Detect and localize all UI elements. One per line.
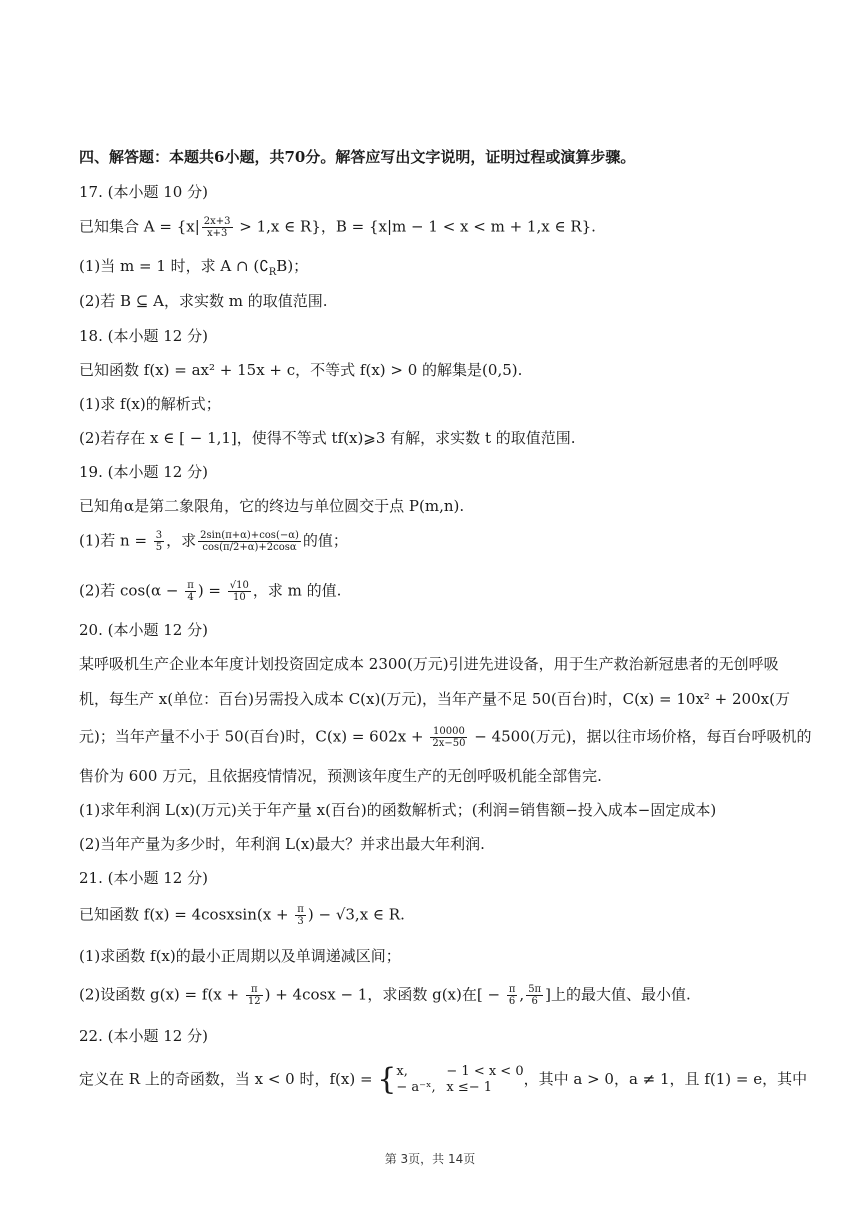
q21-stem (79, 904, 800, 927)
q17-stem (79, 216, 800, 239)
q19-angle-num: π (187, 580, 194, 591)
q19-angle-den: 4 (187, 592, 194, 603)
q19-n-fraction (154, 530, 164, 553)
q22-case1-expr: x, (396, 1064, 408, 1079)
q17-frac-num: 2x+3 (203, 216, 231, 227)
q19-value-den: 10 (232, 592, 246, 603)
page-footer: 第 3页，共 14页 (384, 1152, 476, 1166)
q18-stem: 已知函数 f(x) = ax² + 15x + c，不等式 f(x) > 0 的解集是(0,5). (79, 361, 523, 379)
q20-part1: (1)求年利润 L(x)(万元)关于年产量 x(百台)的函数解析式；(利润=销售额−投入成本−固定成本) (79, 801, 717, 819)
q22-case2 (396, 1080, 523, 1096)
q19-n-den: 5 (155, 542, 163, 553)
q19-part1 (79, 530, 800, 553)
q22-case2-cond: x ≤− 1 (446, 1080, 493, 1095)
q19-part1-post: 的值； (302, 531, 348, 550)
q22-case1 (396, 1064, 523, 1080)
q21-fraction (295, 904, 306, 927)
q22-stem (79, 1062, 808, 1097)
q22-case2-expr: − a⁻ˣ, (396, 1080, 436, 1095)
q19-expr-num: 2sin(π+α)+cos(−α) (200, 530, 299, 541)
q19-part2 (79, 580, 800, 603)
q19-part2-pre: (2)若 cos(α − (79, 581, 184, 600)
q21-upper-num: 5π (528, 984, 542, 995)
q21-frac-den: 3 (297, 916, 304, 927)
q17-part1-post: B)； (276, 257, 309, 275)
q19-part2-post: ，求 m 的值. (252, 581, 342, 600)
q21-lower-den: 6 (508, 996, 516, 1007)
q21-stem-pre: 已知函数 f(x) = 4cosxsin(x + (79, 905, 294, 924)
q19-value-fraction (228, 580, 251, 603)
left-brace-icon: { (377, 1062, 397, 1097)
q20-line2: 机，每生产 x(单位：百台)另需投入成本 C(x)(万元)，当年产量不足 50(百台)时，C(x) = 10x² + 200x(万 (79, 690, 790, 708)
q19-part2-mid: ) = (197, 581, 226, 600)
q22-heading: 22. (本小题 12 分) (79, 1027, 208, 1045)
q21-lower-fraction (507, 984, 518, 1007)
q21-shift-den: 12 (247, 996, 261, 1007)
q17-heading: 17. (本小题 10 分) (79, 183, 208, 201)
q20-heading: 20. (本小题 12 分) (79, 621, 208, 639)
q20-fraction (430, 726, 467, 749)
q20-line1: 某呼吸机生产企业本年度计划投资固定成本 2300(万元)引进先进设备，用于生产救治新冠患者的无创呼吸 (79, 655, 779, 673)
q18-part1: (1)求 f(x)的解析式； (79, 395, 221, 413)
section-title: 四、解答题：本题共6小题，共70分。解答应写出文字说明，证明过程或演算步骤。 (79, 148, 636, 166)
q19-angle-fraction (185, 580, 196, 603)
q19-stem: 已知角α是第二象限角，它的终边与单位圆交于点 P(m,n). (79, 497, 465, 515)
q21-part1: (1)求函数 f(x)的最小正周期以及单调递减区间； (79, 947, 401, 965)
q20-frac-num: 10000 (430, 726, 467, 738)
q19-value-num: √10 (229, 580, 249, 591)
q21-interval-comma: , (519, 985, 525, 1004)
q19-expr-fraction (198, 530, 301, 553)
q19-part1-pre: (1)若 n = (79, 531, 152, 550)
q17-part1 (79, 256, 800, 283)
q17-stem-pre: 已知集合 A = {x| (79, 217, 200, 236)
q19-heading: 19. (本小题 12 分) (79, 463, 208, 481)
q22-stem-post: ，其中 a > 0，a ≠ 1，且 f(1) = e，其中 (523, 1070, 808, 1088)
q17-part1-sub: R (268, 267, 277, 278)
q21-heading: 21. (本小题 12 分) (79, 869, 208, 887)
q21-shift-num: π (246, 984, 263, 996)
q22-case1-cond: − 1 < x < 0 (446, 1064, 524, 1079)
q20-part2: (2)当年产量为多少时，年利润 L(x)最大？并求出最大年利润. (79, 835, 485, 853)
q20-line3 (79, 726, 812, 749)
q20-line3-pre: 元)；当年产量不小于 50(百台)时，C(x) = 602x + (79, 727, 429, 746)
q21-upper-fraction (526, 984, 543, 1007)
q17-part1-text: (1)当 m = 1 时，求 A ∩ (∁ (79, 257, 269, 275)
q17-frac-den: x+3 (206, 228, 228, 239)
q21-part2-post: ]上的最大值、最小值. (545, 985, 691, 1004)
q18-part2: (2)若存在 x ∈ [ − 1,1]，使得不等式 tf(x)⩾3 有解，求实数 t 的取值范围. (79, 429, 576, 447)
q21-shift-fraction (246, 984, 263, 1007)
q18-heading: 18. (本小题 12 分) (79, 327, 208, 345)
q19-part1-mid: ，求 (166, 531, 197, 550)
q21-frac-num: π (297, 904, 304, 915)
q21-part2 (79, 984, 800, 1007)
q21-stem-post: ) − √3,x ∈ R. (307, 905, 405, 924)
q20-frac-den: 2x−50 (432, 738, 466, 749)
q19-n-num: 3 (155, 530, 163, 541)
q19-expr-den: cos(π/2+α)+2cosα (202, 542, 297, 553)
q17-fraction (202, 216, 233, 239)
q21-upper-den: 6 (531, 996, 538, 1007)
q20-line4: 售价为 600 万元，且依据疫情情况，预测该年度生产的无创呼吸机能全部售完. (79, 767, 602, 785)
q22-stem-pre: 定义在 R 上的奇函数，当 x < 0 时，f(x) = (79, 1070, 378, 1088)
q21-part2-mid: ) + 4cosx − 1，求函数 g(x)在[ − (264, 985, 505, 1004)
q22-piecewise (377, 1064, 523, 1096)
q17-part2: (2)若 B ⊆ A，求实数 m 的取值范围. (79, 292, 328, 310)
q21-lower-num: π (508, 984, 516, 995)
q17-stem-post: > 1,x ∈ R}，B = {x|m − 1 < x < m + 1,x ∈ R}. (234, 217, 596, 236)
q21-part2-pre: (2)设函数 g(x) = f(x + (79, 985, 244, 1004)
q20-line3-post: − 4500(万元)，据以往市场价格，每百台呼吸机的 (469, 727, 812, 746)
